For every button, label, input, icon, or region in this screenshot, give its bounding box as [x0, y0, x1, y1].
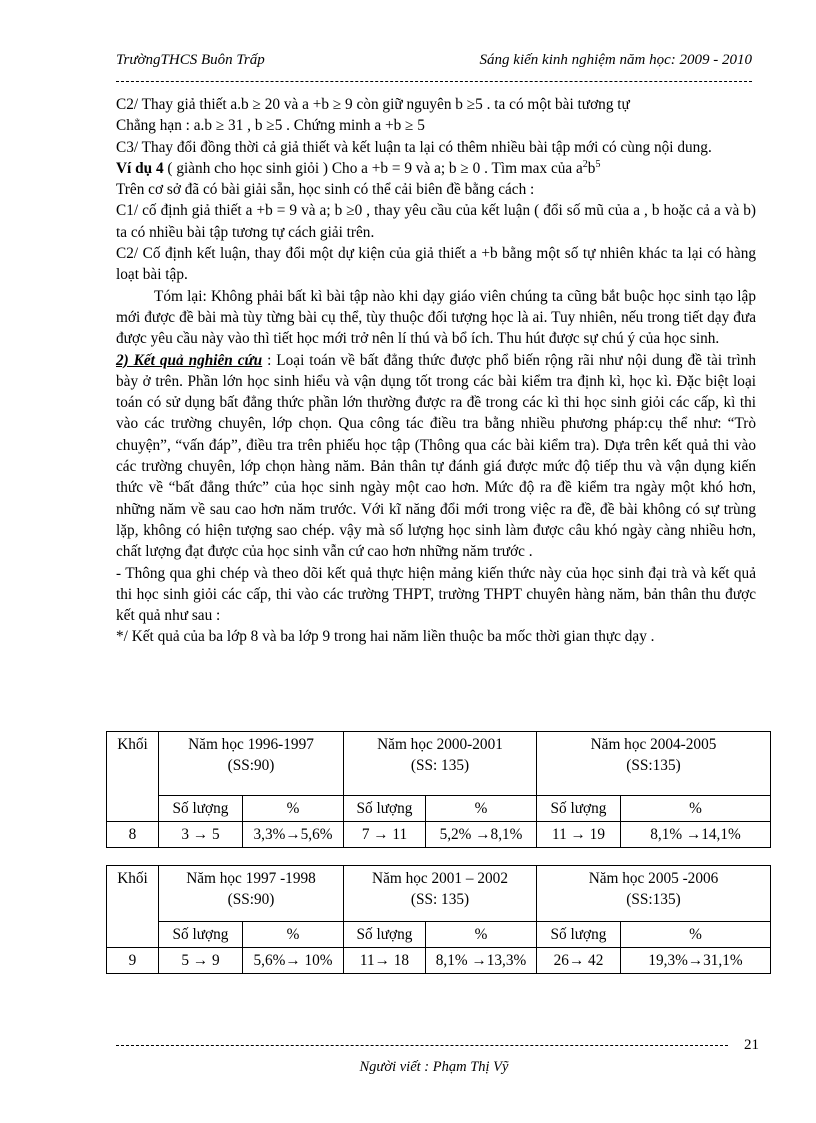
sub-header: % — [621, 796, 771, 822]
table-cell: 7 → 11 — [344, 822, 426, 848]
table-cell: 19,3%→31,1% — [621, 948, 771, 974]
sub-header: Số lượng — [537, 922, 621, 948]
table-cell: 8,1% →13,3% — [426, 948, 537, 974]
sub-header: Số lượng — [159, 922, 243, 948]
paragraph: C3/ Thay đổi đồng thời cả giả thiết và kết luận ta lại có thêm nhiều bài tập mới có cùng nội dung. — [116, 138, 712, 156]
paragraph: Chẳng hạn : a.b ≥ 31 , b ≥5 . Chứng minh a +b ≥ 5 — [116, 117, 425, 135]
paragraph: Trên cơ sở đã có bài giải sẵn, học sinh có thể cải biên đề bằng cách : — [116, 181, 535, 199]
table-cell: 3 → 5 — [159, 822, 243, 848]
table-cell: 5,6%→ 10% — [243, 948, 344, 974]
table-row — [107, 948, 771, 974]
table-cell: 11 → 19 — [537, 822, 621, 848]
section-text: : Loại toán về bất đẳng thức được phổ biến rộng rãi như nội dung đề tài trình bày ở trên. Phần lớn học sinh hiểu và vận dụng tốt trong các bài kiểm tra định kì, học kì. Đặc biệt loại toán có sử dụng bất đẳng thức phần lớn thường được ra đề trong các kì thi học sinh giỏi các cấp, kì thi vào các trường chuyên, lớp chọn. Qua công tác điều tra bằng nhiều phương pháp:cụ thể như: “Trò chuyện”, “vấn đáp”, điều tra trên phiếu học tập (Thông qua các bài kiểm tra). Dựa trên kết quả thi vào các trường chuyên, lớp chọn hàng năm. Bản thân tự đánh giá được mức độ tiếp thu và vận dụng kiến thức về “bất đẳng thức” của học sinh ngày một cao hơn. Mức độ ra đề kiểm tra ngày một khó hơn, những năm về sau cao hơn năm trước. Với kĩ năng đổi mới trong việc ra đề, đề bài không có sự trùng lặp, không có hiện tượng sao chép. vậy mà số lượng học sinh làm được câu khó ngày càng nhiều hơn, chất lượng đạt được của học sinh vẫn cứ cao hơn những năm trước . — [116, 351, 756, 561]
khoi-cell: 9 — [107, 948, 159, 974]
exponent: 5 — [595, 158, 601, 170]
summary-paragraph: Tóm lại: Không phải bất kì bài tập nào khi dạy giáo viên chúng ta cũng bắt buộc học sinh tạo lập mới được đề bài mà tùy từng bài cụ thể, tùy thuộc đối tượng học là ai. Tuy nhiên, nếu trong tiết dạy đưa được yêu cầu này vào thì tiết học mới trở nên lí thú và bổ ích. Thu hút được sự chú ý của học sinh. — [116, 287, 756, 348]
khoi-header: Khối — [107, 732, 159, 822]
header-title: Sáng kiến kinh nghiệm năm học: 2009 - 2010 — [479, 52, 752, 68]
year-header: Năm học 2004-2005 (SS:135) — [537, 732, 771, 796]
example-4 — [116, 158, 756, 179]
sub-header: % — [426, 796, 537, 822]
results-section — [116, 350, 756, 563]
khoi-header: Khối — [107, 866, 159, 948]
footer-author: Người viết : Phạm Thị Vỹ — [359, 1059, 509, 1075]
example-text: ( giành cho học sinh giỏi ) Cho a +b = 9 và a; b ≥ 0 . Tìm max của a — [163, 159, 583, 177]
table-cell: 5,2% →8,1% — [426, 822, 537, 848]
sub-header: Số lượng — [159, 796, 243, 822]
sub-header: % — [243, 922, 344, 948]
sub-header: % — [243, 796, 344, 822]
main-content — [116, 94, 756, 648]
table-cell: 5 → 9 — [159, 948, 243, 974]
sub-header: % — [426, 922, 537, 948]
paragraph: */ Kết quả của ba lớp 8 và ba lớp 9 trong hai năm liền thuộc ba mốc thời gian thực dạy . — [116, 628, 655, 646]
page-number: 21 — [744, 1037, 759, 1053]
table-cell: 3,3%→5,6% — [243, 822, 344, 848]
results-table-grade-9 — [106, 865, 771, 974]
page-header — [116, 52, 752, 74]
header-divider — [116, 81, 752, 82]
paragraph: C2/ Thay giả thiết a.b ≥ 20 và a +b ≥ 9 còn giữ nguyên b ≥5 . ta có một bài tương tự — [116, 96, 630, 113]
variable-b: b — [587, 159, 596, 177]
paragraph: C2/ Cố định kết luận, thay đổi một dự kiện của giả thiết a +b bằng một số tự nhiên khác ta lại có hàng loạt bài tập. — [116, 245, 756, 284]
year-header: Năm học 1996-1997 (SS:90) — [159, 732, 344, 796]
year-header: Năm học 2000-2001 (SS: 135) — [344, 732, 537, 796]
year-header: Năm học 2001 – 2002 (SS: 135) — [344, 866, 537, 922]
footer-divider — [116, 1045, 728, 1046]
table-cell: 11→ 18 — [344, 948, 426, 974]
year-header: Năm học 2005 -2006 (SS:135) — [537, 866, 771, 922]
khoi-cell: 8 — [107, 822, 159, 848]
table-row — [107, 822, 771, 848]
sub-header: Số lượng — [344, 922, 426, 948]
paragraph: - Thông qua ghi chép và theo dõi kết quả thực hiện mảng kiến thức này của học sinh đại trà và kết quả thi học sinh giỏi các cấp, thi vào các trường THPT, trường THPT chuyên hàng năm, bản thân thu được kết quả như sau : — [116, 564, 756, 625]
exponent: 2 — [582, 158, 588, 170]
paragraph: C1/ cố định giả thiết a +b = 9 và a; b ≥0 , thay yêu cầu của kết luận ( đổi số mũ của a , b hoặc cả a và b) ta có nhiều bài tập tương tự cách giải trên. — [116, 202, 756, 241]
header-school: TrườngTHCS Buôn Trấp — [116, 52, 265, 68]
sub-header: Số lượng — [344, 796, 426, 822]
year-header: Năm học 1997 -1998 (SS:90) — [159, 866, 344, 922]
sub-header: Số lượng — [537, 796, 621, 822]
table-cell: 8,1% →14,1% — [621, 822, 771, 848]
table-cell: 26→ 42 — [537, 948, 621, 974]
results-table-grade-8 — [106, 731, 771, 848]
example-label: Ví dụ 4 — [116, 159, 164, 177]
sub-header: % — [621, 922, 771, 948]
section-heading: 2) Kết quả nghiên cứu — [116, 351, 263, 369]
